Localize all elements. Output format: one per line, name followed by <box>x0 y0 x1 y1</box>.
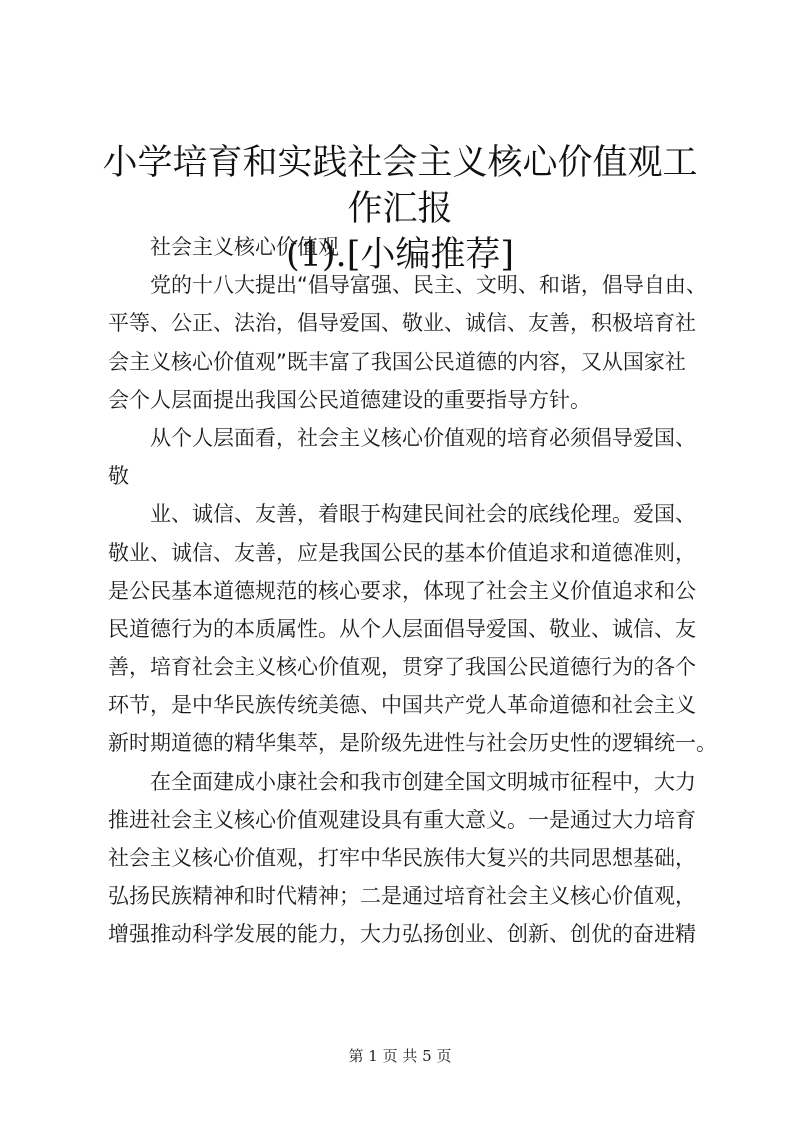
document-body <box>108 228 717 954</box>
body-line: 新时期道德的精华集萃，是阶级先进性与社会历史性的逻辑统一。 <box>108 731 717 756</box>
body-line: 敬业、诚信、友善，应是我国公民的基本价值追求和道德准则， <box>108 540 696 565</box>
body-line: 社会主义核心价值观 <box>150 235 339 259</box>
body-line: 会主义核心价值观”既丰富了我国公民道德的内容，又从国家社 <box>108 349 686 374</box>
body-line: 民道德行为的本质属性。从个人层面倡导爱国、敬业、诚信、友 <box>108 616 696 641</box>
body-line: 推进社会主义核心价值观建设具有重大意义。一是通过大力培育 <box>108 807 696 832</box>
body-line: 社会主义核心价值观，打牢中华民族伟大复兴的共同思想基础， <box>108 846 696 870</box>
body-line: 环节，是中华民族传统美德、中国共产党人革命道德和社会主义 <box>108 693 696 718</box>
body-line: 增强推动科学发展的能力，大力弘扬创业、创新、创优的奋进精 <box>108 922 696 947</box>
body-line: 敬 <box>108 464 129 489</box>
body-line: 从个人层面看，社会主义核心价值观的培育必须倡导爱国、 <box>150 425 696 450</box>
body-line: 党的十八大提出“倡导富强、民主、文明、和谐，倡导自由、 <box>150 273 707 298</box>
body-line: 善，培育社会主义核心价值观，贯穿了我国公民道德行为的各个 <box>108 655 696 680</box>
body-line: 是公民基本道德规范的核心要求，体现了社会主义价值追求和公 <box>108 578 696 603</box>
page-footer: 第 1 页 共 5 页 <box>348 1047 452 1065</box>
body-line: 会个人层面提出我国公民道德建设的重要指导方针。 <box>108 387 591 412</box>
title-line-1: 小学培育和实践社会主义核心价值观工作汇报 <box>102 143 698 229</box>
body-line: 在全面建成小康社会和我市创建全国文明城市征程中，大力 <box>150 769 696 794</box>
body-line: 平等、公正、法治，倡导爱国、敬业、诚信、友善，积极培育社 <box>108 311 696 336</box>
title-line-2: (1).[小编推荐] <box>285 235 514 275</box>
body-line: 业、诚信、友善，着眼于构建民间社会的底线伦理。爱国、 <box>150 502 696 527</box>
body-line: 弘扬民族精神和时代精神；二是通过培育社会主义核心价值观， <box>108 884 696 909</box>
